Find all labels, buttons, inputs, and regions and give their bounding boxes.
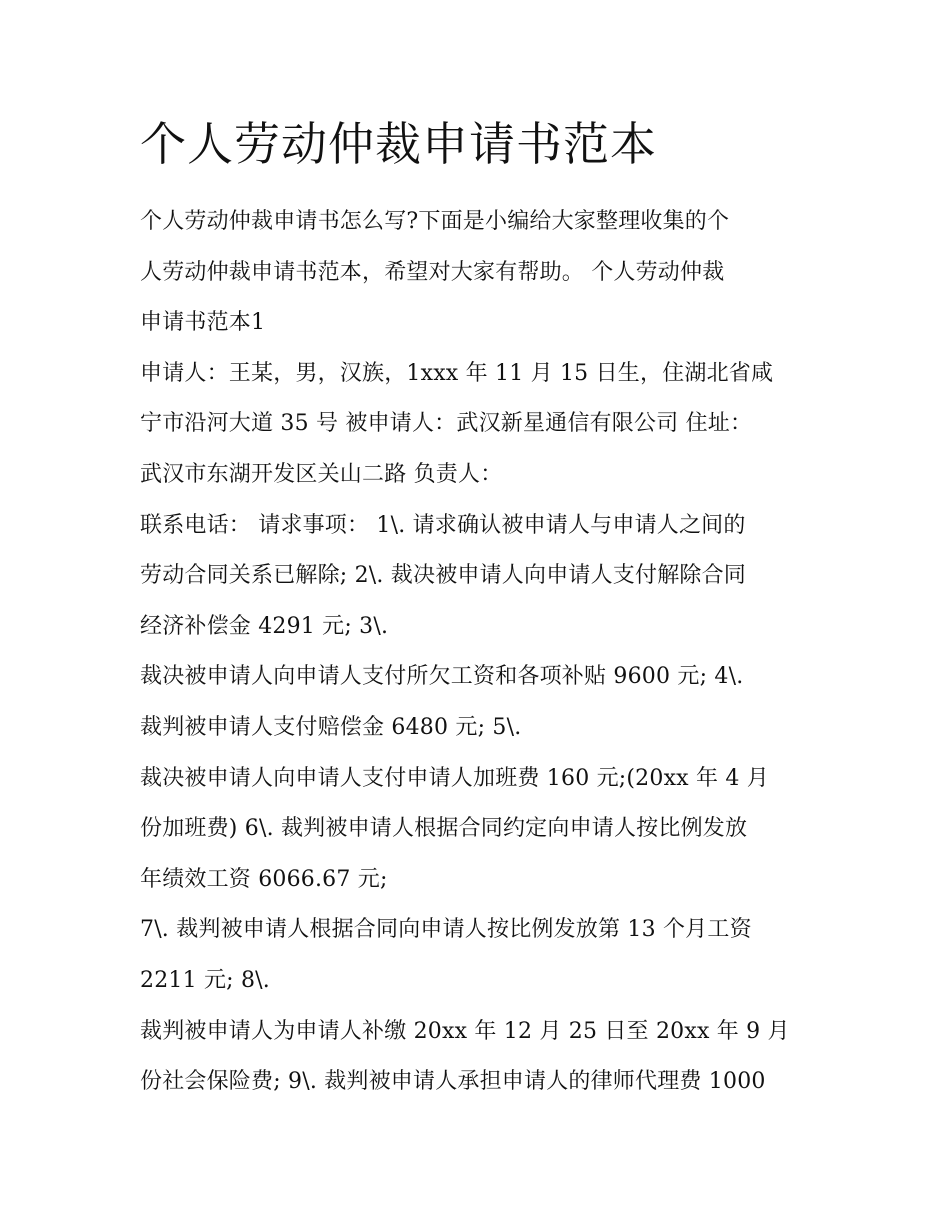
body-line: 劳动合同关系已解除; 2\. 裁决被申请人向申请人支付解除合同 (140, 563, 747, 589)
body-line: 裁判被申请人为申请人补缴 20xx 年 12 月 25 日至 20xx 年 9 月 (140, 1018, 790, 1044)
body-line: 人劳动仲裁申请书范本，希望对大家有帮助。 个人劳动仲裁 (140, 259, 725, 285)
body-line: 份社会保险费; 9\. 裁判被申请人承担申请人的律师代理费 1000 (140, 1069, 766, 1095)
body-line: 7\. 裁判被申请人根据合同向申请人按比例发放第 13 个月工资 (140, 917, 752, 943)
body-line: 2211 元; 8\. (140, 967, 270, 993)
body-line: 裁判被申请人支付赔偿金 6480 元; 5\. (140, 714, 522, 740)
body-line: 联系电话： 请求事项： 1\. 请求确认被申请人与申请人之间的 (140, 512, 746, 538)
body-line: 经济补偿金 4291 元; 3\. (140, 613, 389, 639)
document-body (140, 197, 820, 1108)
body-line: 份加班费) 6\. 裁判被申请人根据合同约定向申请人按比例发放 (140, 816, 748, 842)
body-line: 个人劳动仲裁申请书怎么写?下面是小编给大家整理收集的个 (140, 209, 730, 234)
body-line: 申请书范本1 (140, 310, 266, 336)
body-line: 宁市沿河大道 35 号 被申请人：武汉新星通信有限公司 住址： (140, 411, 753, 437)
body-line: 申请人：王某，男，汉族，1xxx 年 11 月 15 日生，住湖北省咸 (140, 360, 774, 386)
body-line: 武汉市东湖开发区关山二路 负责人： (140, 461, 503, 487)
body-line: 年绩效工资 6066.67 元; (140, 866, 388, 892)
body-line: 裁决被申请人向申请人支付申请人加班费 160 元;(20xx 年 4 月 (140, 765, 769, 791)
document-title: 个人劳动仲裁申请书范本 (140, 117, 657, 171)
body-line: 裁决被申请人向申请人支付所欠工资和各项补贴 9600 元; 4\. (140, 664, 744, 690)
